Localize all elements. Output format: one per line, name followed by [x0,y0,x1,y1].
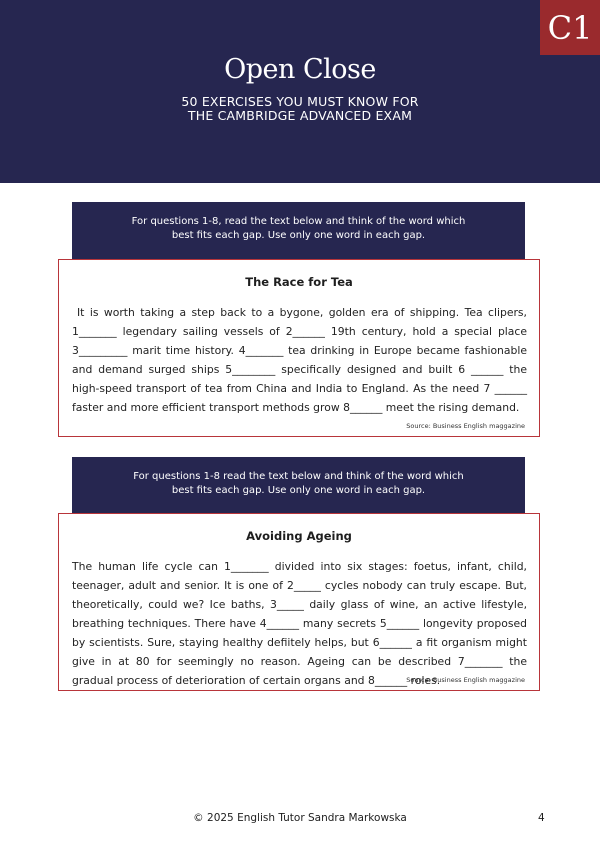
exercise-2-source: Source: Business English maggazine [406,676,525,684]
subtitle-line-2: THE CAMBRIDGE ADVANCED EXAM [187,108,413,123]
exercise-1-instructions [72,202,525,260]
page-title: Open Close [224,54,376,85]
exercise-2-instructions [72,457,525,515]
instruction-line-1: For questions 1-8 read the text below and think of the word which [133,471,464,482]
exercise-2-text: The human life cycle can 1_______ divided into six stages: foetus, infant, child, teenager, adult and senior. It is one of 2_____ cycles nobody can truly escape. But, theoretically, could we? Ice baths, 3_____ daily glass of wine, an active lifestyle, breathing techniques. There have 4______ many secrets 5______ longevity proposed by scientists. Sure, staying healthy defiitely helps, but 6______ a fit organism might give in at 80 for seemingly no reason. Ageing can be described 7_______ the gradual process of deterioration of certain organs and 8______ roles. [72,560,527,687]
exercise-1-title: The Race for Tea [245,275,353,289]
page-subtitle [0,95,600,123]
page-number: 4 [538,812,545,824]
exercise-1-source: Source: Business English maggazine [406,422,525,430]
instruction-line-1: For questions 1-8, read the text below and think of the word which [131,216,466,227]
exercise-1-text: It is worth taking a step back to a bygone, golden era of shipping. Tea clipers, 1_______ legendary sailing vessels of 2______ 19th century, hold a special place 3_________ marit time history. 4_______ tea drinking in Europe became fashionable and demand surged ships 5________ specifically designed and built 6 ______ the high-speed transport of tea from China and India to England. As the need 7 ______ faster and more efficient transport methods grow 8______ meet the rising demand. [72,306,527,414]
subtitle-line-1: 50 EXERCISES YOU MUST KNOW FOR [181,94,419,109]
footer-copyright: © 2025 English Tutor Sandra Markowska [193,812,407,824]
header-banner [0,0,600,183]
exercise-2-card [58,513,540,691]
exercise-2-title: Avoiding Ageing [246,529,352,543]
level-badge: C1 [540,0,600,55]
instruction-line-2: best fits each gap. Use only one word in each gap. [171,230,426,241]
exercise-1-card [58,259,540,437]
instruction-line-2: best fits each gap. Use only one word in each gap. [171,485,426,496]
